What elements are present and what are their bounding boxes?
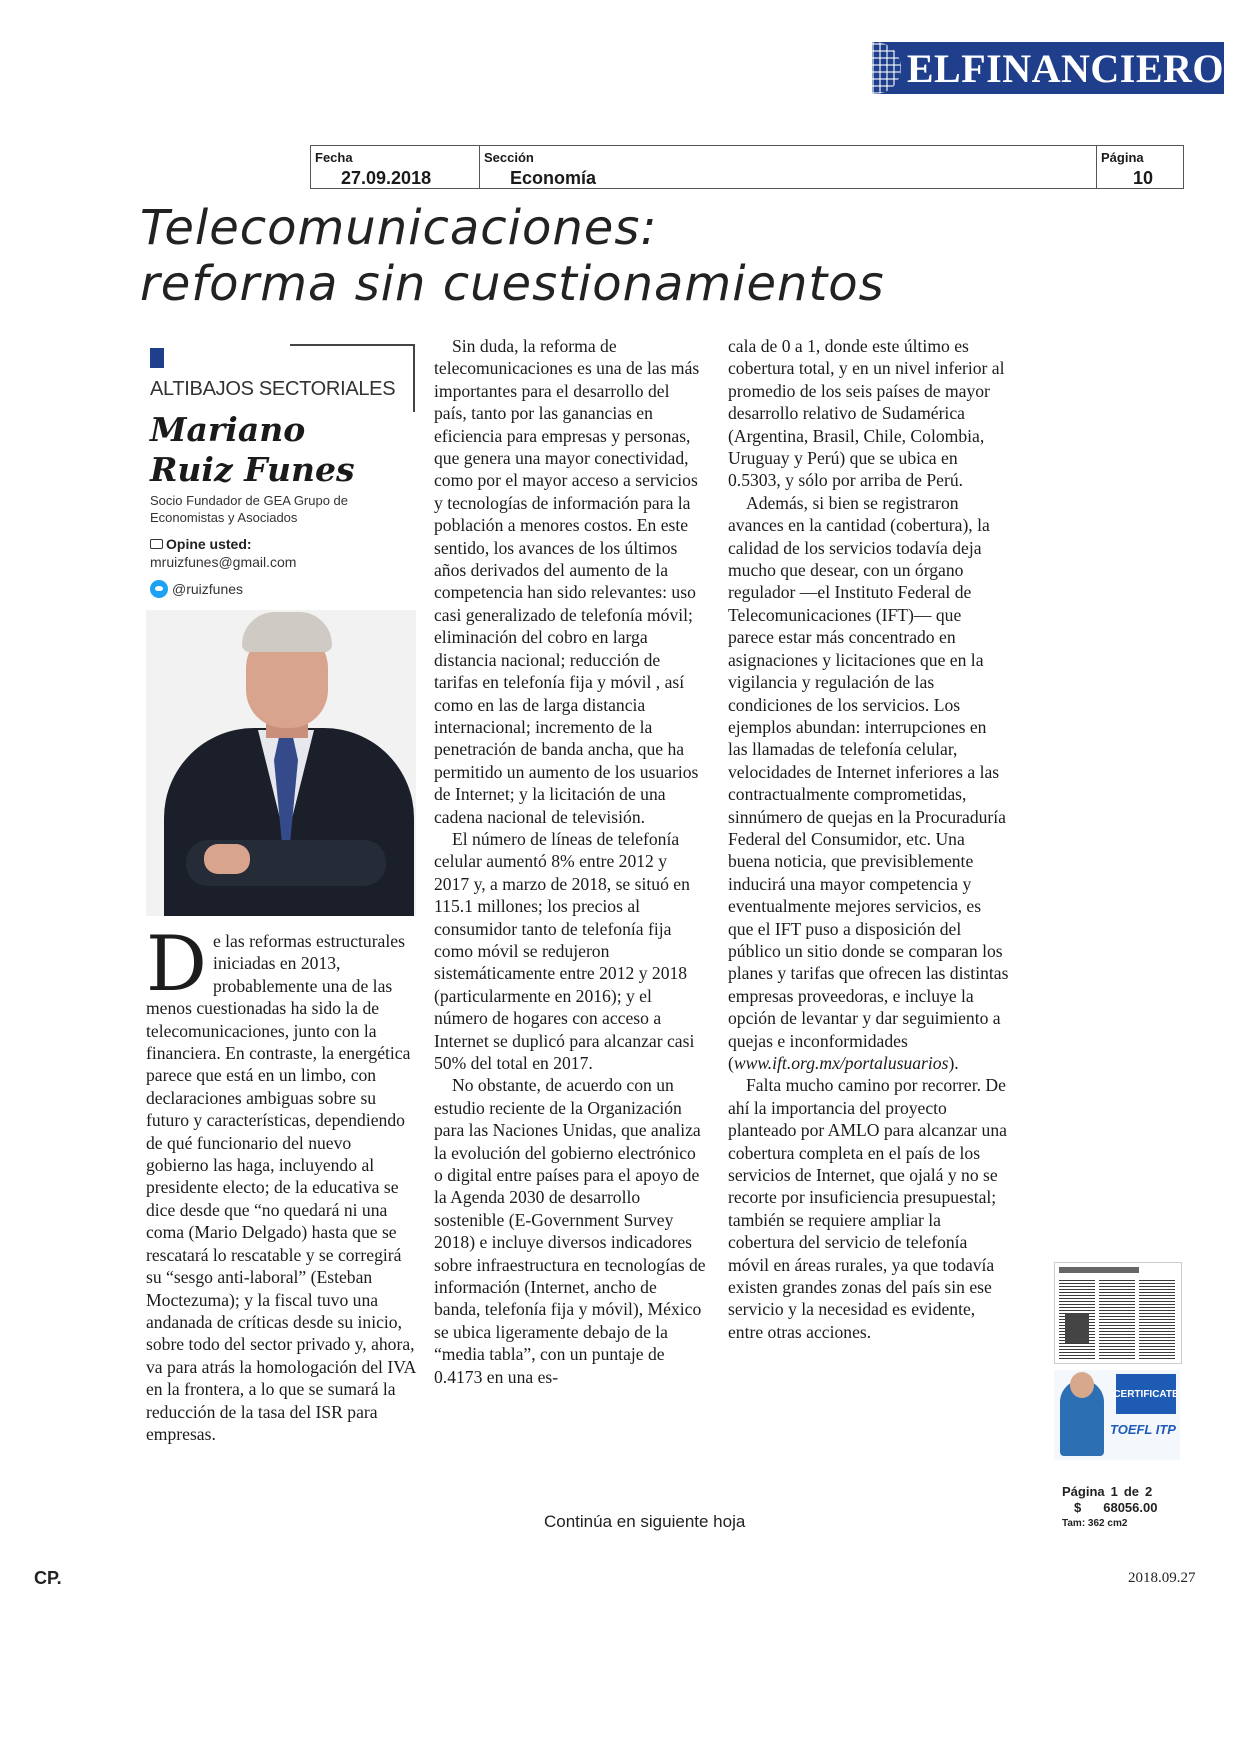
headline-line-2: reforma sin cuestionamientos [140, 256, 885, 312]
seccion-box [479, 145, 1097, 189]
paragraph: No obstante, de acuerdo con un estudio reciente de la Organización para las Naciones Unidas, que analiza la evolución del gobierno electrónico o digital entre países para el apoyo de la Agenda 2030 de desarrollo sostenible (E-Government Survey 2018) e incluye diversos indicadores sobre infraestructura en tecnologías de información (Internet, ancho de banda, telefonía fija y móvil), México se ubica ligeramente debajo de la “media tabla”, con un puntaje de 0.4173 en una es- [434, 1075, 706, 1387]
continues-note: Continúa en siguiente hoja [544, 1512, 746, 1531]
paragraph: Falta mucho camino por recorrer. De ahí la importancia del proyecto planteado por AMLO para alcanzar una cobertura completa en el país de los servicios de Internet, que ojalá y no se recorte por insuficiencia presupuestal; también se requiere ampliar la cobertura del servicio de telefonía móvil en áreas rurales, ya que todavía existen grandes zonas del país sin ese servicio y la necesidad es evidente, entre otras acciones. [728, 1075, 1007, 1342]
toefl-brand: TOEFL ITP [1110, 1422, 1176, 1437]
twitter-handle: @ruizfunes [172, 581, 244, 597]
bookmark-icon [150, 348, 164, 368]
author-role: Socio Fundador de GEA Grupo de Economistas y Asociados [150, 493, 349, 525]
headline-line-1: Telecomunicaciones: [140, 200, 658, 256]
pagina-label: Página [1101, 150, 1144, 165]
paragraph: Además, si bien se registraron avances en la cantidad (cobertura), la calidad de los servicios todavía deja mucho que desear, con un órgano regulador —el Instituto Federal de Telecomunicaciones (IFT)— que parece estar más concentrado en asignaciones y licitaciones que en la vigilancia y regulación de las condiciones de los servicios. Los ejemplos abundan: interrupciones en las llamadas de telefonía celular, velocidades de Internet inferiores a las contractualmente comprometidas, sinnúmero de quejas en la Procuraduría Federal del Consumidor, etc. Una buena noticia, que previsiblemente inducirá una mayor competencia y eventualmente mejores servicios, es que el IFT puso a disposición del público un sitio donde se comparan los planes y tarifas que ofrecen las distintas empresas proveedoras, e incluye la opción de levantar y dar seguimiento a quejas e inconformidades (www.ift.org.mx/portalusuarios). [728, 492, 1009, 1073]
seccion-value: Economía [510, 168, 597, 188]
pagina-value: 10 [1133, 168, 1154, 188]
drop-cap: D [146, 919, 207, 1008]
toefl-advertisement [1054, 1370, 1180, 1460]
seccion-label: Sección [484, 150, 534, 165]
footer-date: 2018.09.27 [1128, 1570, 1196, 1586]
column-section: ALTIBAJOS SECTORIALES [150, 378, 396, 400]
divider-vertical [413, 344, 415, 412]
paragraph: De las reformas estructurales iniciadas en 2013, probablemente una de las menos cuestionadas ha sido la de telecomunicaciones, junto con la financiera. En contraste, la energética parece que está en un limbo, con declaraciones ambiguas sobre su futuro y características, dependiendo de qué funcionario del nuevo gobierno las haga, incluyendo al presidente electo; de la educativa se dice desde que “no quedará ni una coma (Mario Delgado) hasta que se rescatará lo rescatable y se corregirá su “sesgo anti-laboral” (Esteban Moctezuma); y la fiscal tuvo una andanada de críticas desde su inicio, sobre todo del sector privado y, ahora, va para atrás la homologación del IVA en la frontera, a lo que se sumará la reducción de la tasa del ISR para empresas. [146, 919, 416, 1444]
author-last: Ruiz Funes [150, 450, 355, 489]
page-thumbnail [1054, 1262, 1182, 1364]
fecha-value: 27.09.2018 [341, 168, 432, 188]
twitter-icon [150, 580, 168, 598]
paragraph: Sin duda, la reforma de telecomunicaciones es una de las más importantes para el desarrollo del país, tanto por las ganancias en eficiencia para empresas y personas, que genera una mayor conectividad, como por el mayor acceso a servicios y tecnologías de información para la población a menores costos. En este sentido, los avances de los últimos años derivados del aumento de la competencia han sido relevantes: uso casi generalizado de telefonía móvil; eliminación del cobro en larga distancia nacional; reducción de tarifas en telefonía fija y móvil , así como en las de larga distancia internacional; incremento de la penetración de banda ancha, que ha permitido un aumento de los usuarios de Internet; y la licitación de una cadena nacional de televisión. [434, 336, 700, 827]
opine-text: Opine usted: [166, 536, 252, 552]
paragraph: El número de líneas de telefonía celular aumentó 8% entre 2012 y 2017 y, a marzo de 2018, se situó en 115.1 millones; los precios al consumidor tanto de telefonía fija como móvil se redujeron sistemáticamente entre 2012 y 2018 (particularmente en 2016); y el número de hogares con acceso a Internet se duplicó para alcanzar casi 50% del total en 2017. [434, 828, 695, 1073]
article-headline [140, 200, 920, 312]
opine-label [150, 536, 252, 552]
author-name [150, 410, 410, 490]
comment-icon [150, 539, 163, 549]
pagina-box [1096, 145, 1184, 189]
footer-left: CP. [34, 1568, 62, 1588]
el-financiero-logo [872, 42, 1224, 94]
author-photo [146, 610, 416, 916]
divider [290, 344, 414, 346]
globe-icon [872, 42, 901, 94]
fecha-label: Fecha [315, 150, 353, 165]
author-twitter[interactable] [150, 580, 243, 598]
certificate-badge: CERTIFICATE [1116, 1374, 1176, 1414]
ift-link[interactable]: www.ift.org.mx/portalusuarios [733, 1053, 949, 1073]
page-info: Página 1 de 2 $ 68056.00 Tam: 362 cm2 [1062, 1484, 1158, 1529]
paragraph: cala de 0 a 1, donde este último es cobertura total, y en un nivel inferior al promedio de los seis países de mayor desarrollo relativo de Sudamérica (Argentina, Brasil, Chile, Colombia, Uruguay y Perú) que se ubica en 0.5303, y sólo por arriba de Perú. [728, 336, 1005, 491]
author-first: Mariano [150, 410, 306, 449]
body-column-1 [146, 919, 416, 1445]
body-column-3 [728, 335, 1010, 1343]
fecha-box [310, 145, 480, 189]
author-email[interactable]: mruizfunes@gmail.com [150, 554, 297, 570]
body-column-2 [434, 335, 706, 1388]
logo-text: ELFINANCIERO [906, 45, 1224, 91]
